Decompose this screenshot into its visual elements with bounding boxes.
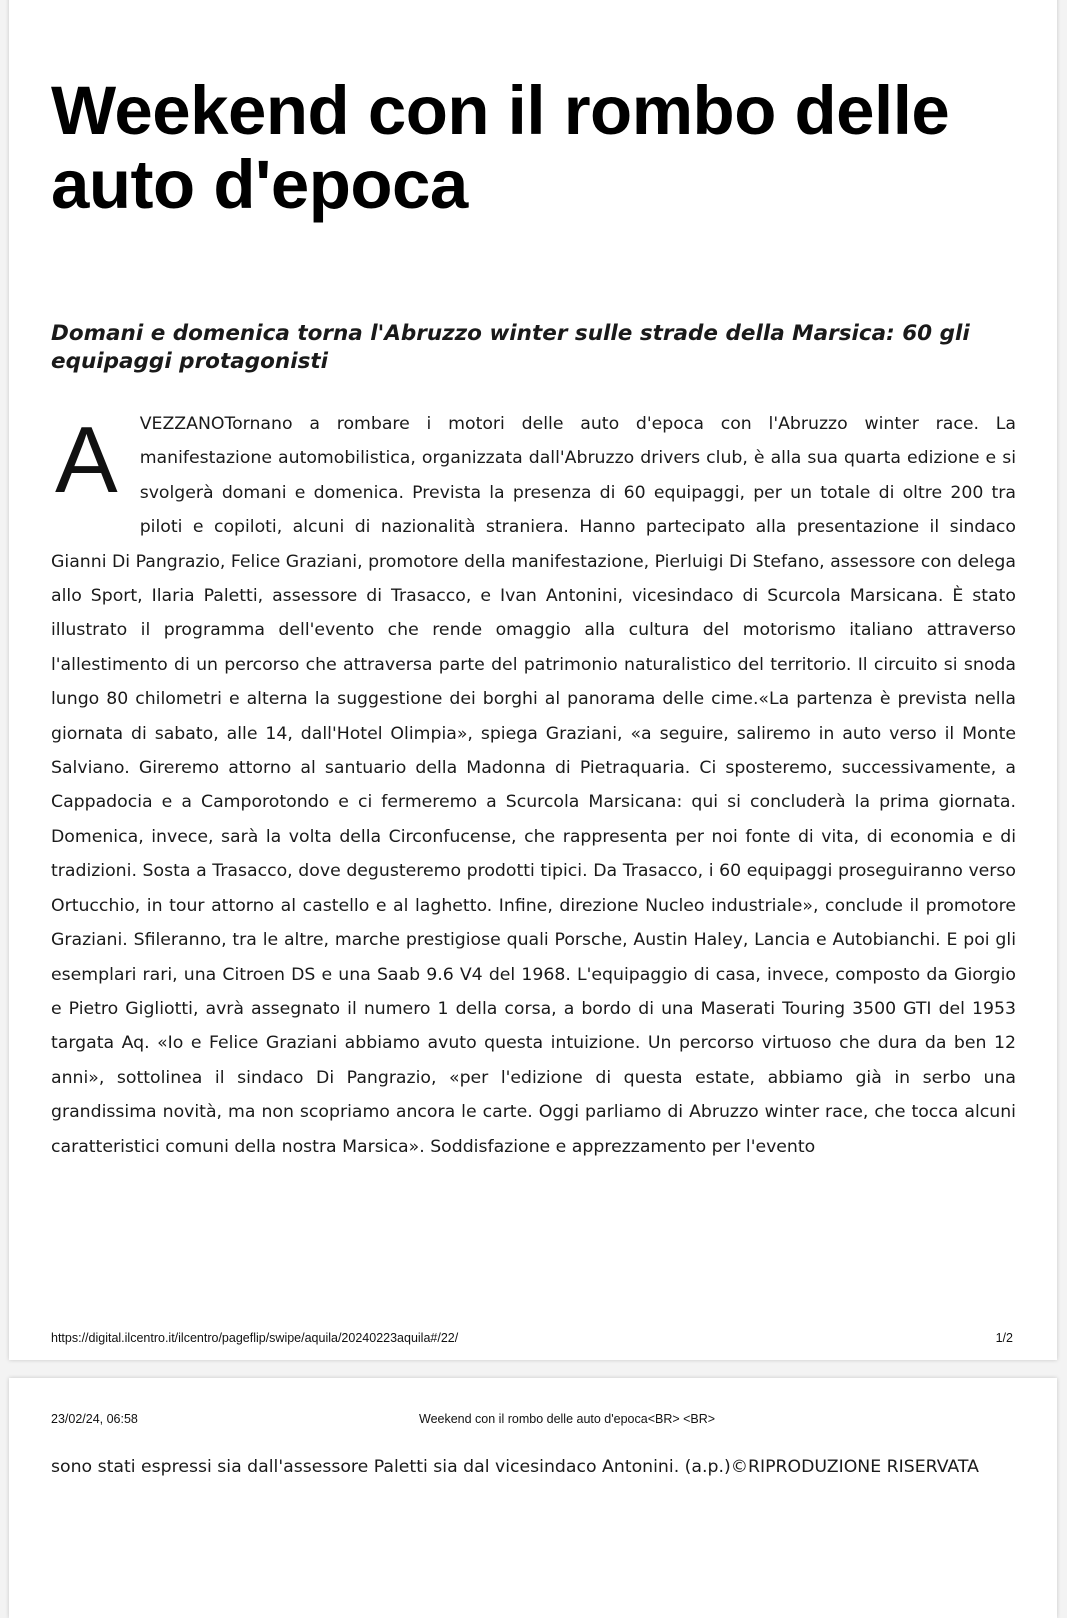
- article-continuation: sono stati espressi sia dall'assessore Paletti sia dal vicesindaco Antonini. (a.p.)©RIPRODUZIONE RISERVATA: [51, 1457, 979, 1477]
- drop-cap: A: [55, 407, 118, 512]
- footer-url: https://digital.ilcentro.it/ilcentro/pageflip/swipe/aquila/20240223aquila#/22/: [51, 1331, 459, 1345]
- article-body-text: VEZZANOTornano a rombare i motori delle auto d'epoca con l'Abruzzo winter race. La manifestazione automobilistica, organizzata dall'Abruzzo drivers club, è alla sua quarta edizione e si svolgerà domani e domenica. Prevista la presenza di 60 equipaggi, per un totale di oltre 200 tra piloti e copiloti, alcuni di nazionalità straniera. Hanno partecipato alla presentazione il sindaco Gianni Di Pangrazio, Felice Graziani, promotore della manifestazione, Pierluigi Di Stefano, assessore con delega allo Sport, Ilaria Paletti, assessore di Trasacco, e Ivan Antonini, vicesindaco di Scurcola Marsicana. È stato illustrato il programma dell'evento che rende omaggio alla cultura del motorismo italiano attraverso l'allestimento di un percorso che attraversa parte del patrimonio naturalistico del territorio. Il circuito si snoda lungo 80 chilometri e alterna la suggestione dei borghi al panorama delle cime.«La partenza è prevista nella giornata di sabato, alle 14, dall'Hotel Olimpia», spiega Graziani, «a seguire, saliremo in auto verso il Monte Salviano. Gireremo attorno al santuario della Madonna di Pietraquaria. Ci sposteremo, successivamente, a Cappadocia e a Camporotondo e ci fermeremo a Scurcola Marsicana: qui si concluderà la prima giornata. Domenica, invece, sarà la volta della Circonfucense, che rappresenta per noi fonte di vita, di economia e di tradizioni. Sosta a Trasacco, dove degusteremo prodotti tipici. Da Trasacco, i 60 equipaggi proseguiranno verso Ortucchio, in tour attorno al castello e al laghetto. Infine, direzione Nucleo industriale», conclude il promotore Graziani. Sfileranno, tra le altre, marche prestigiose quali Porsche, Austin Haley, Lancia e Autobianchi. E poi gli esemplari rari, una Citroen DS e una Saab 9.6 V4 del 1968. L'equipaggio di casa, invece, composto da Giorgio e Pietro Gigliotti, avrà assegnato il numero 1 della corsa, a bordo di una Maserati Touring 3500 GTI del 1953 targata Aq. «Io e Felice Graziani abbiamo avuto questa intuizione. Un percorso virtuoso che dura da ben 12 anni», sottolinea il sindaco Di Pangrazio, «per l'edizione di questa estate, abbiamo già in serbo una grandissima novità, ma non scopriamo ancora le carte. Oggi parliamo di Abruzzo winter race, che tocca alcuni caratteristici comuni della nostra Marsica». Soddisfazione e apprezzamento per l'evento: [51, 414, 1016, 1157]
- footer-page-number: 1/2: [995, 1331, 1013, 1345]
- header-date: 23/02/24, 06:58: [51, 1412, 138, 1426]
- article-title: Weekend con il rombo delle auto d'epoca: [51, 72, 950, 223]
- header-title: Weekend con il rombo delle auto d'epoca<BR> <BR>: [419, 1412, 716, 1426]
- document-page-1: [9, 0, 1057, 1360]
- article-subtitle: Domani e domenica torna l'Abruzzo winter sulle strade della Marsica: 60 gli equipaggi protagonisti: [51, 321, 970, 374]
- article-body: [51, 407, 1016, 1164]
- document-page-2: [9, 1378, 1057, 1618]
